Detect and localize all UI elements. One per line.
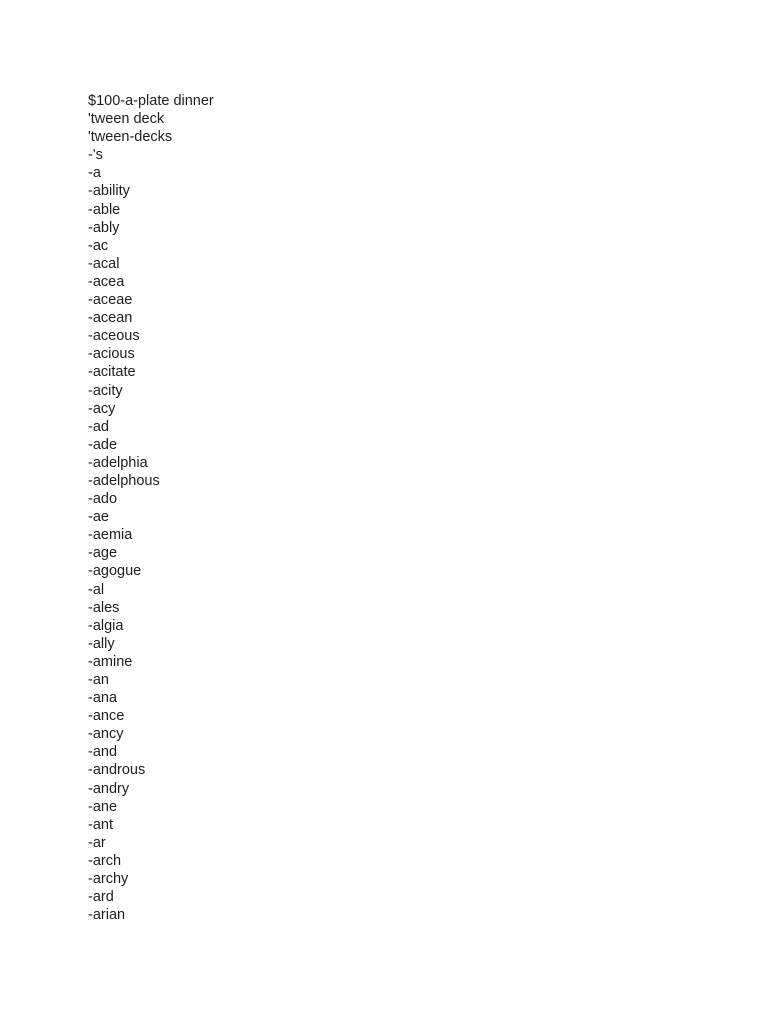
list-item: -ar [88, 834, 106, 851]
list-item: -androus [88, 762, 146, 779]
list-item: -acitate [88, 364, 136, 381]
list-item: -ade [88, 436, 118, 453]
list-item: -and [88, 744, 118, 761]
list-item: -adelphous [88, 472, 160, 489]
list-item: 'tween deck [88, 111, 165, 128]
list-item: -aceous [88, 328, 140, 345]
list-item: -archy [88, 871, 129, 888]
list-item: 'tween-decks [88, 129, 173, 146]
list-item: -ae [88, 509, 109, 526]
list-item: -acity [88, 382, 123, 399]
list-item: -able [88, 201, 121, 218]
list-item: -ability [88, 183, 130, 200]
list-item: -acea [88, 273, 125, 290]
list-item: -ably [88, 219, 120, 236]
list-item: -arch [88, 852, 122, 869]
list-item: -ac [88, 237, 109, 254]
list-item: -ales [88, 599, 120, 616]
list-item: -agogue [88, 563, 142, 580]
list-item: -age [88, 545, 118, 562]
list-item: -aceae [88, 292, 133, 309]
list-item: -ad [88, 418, 109, 435]
list-item: -amine [88, 653, 133, 670]
list-item: -ana [88, 690, 118, 707]
list-item: -andry [88, 780, 130, 797]
list-item: -ally [88, 635, 115, 652]
list-item: -acal [88, 255, 120, 272]
list-item: -ard [88, 889, 114, 906]
list-item: -arian [88, 907, 126, 924]
list-item: -ancy [88, 726, 124, 743]
list-item: -a [88, 165, 101, 182]
list-item: -'s [88, 147, 103, 164]
list-item: -acean [88, 310, 133, 327]
list-item: -ant [88, 816, 113, 833]
list-item: -ado [88, 491, 118, 508]
word-list [88, 92, 214, 924]
list-item: -acy [88, 400, 116, 417]
list-item: -ance [88, 708, 125, 725]
list-item: $100-a-plate dinner [88, 93, 214, 109]
list-item: -an [88, 672, 109, 688]
list-item: -aemia [88, 527, 133, 544]
list-item: -al [88, 581, 105, 598]
list-item: -ane [88, 798, 118, 815]
list-item: -algia [88, 617, 124, 634]
list-item: -acious [88, 346, 135, 363]
list-item: -adelphia [88, 454, 148, 471]
